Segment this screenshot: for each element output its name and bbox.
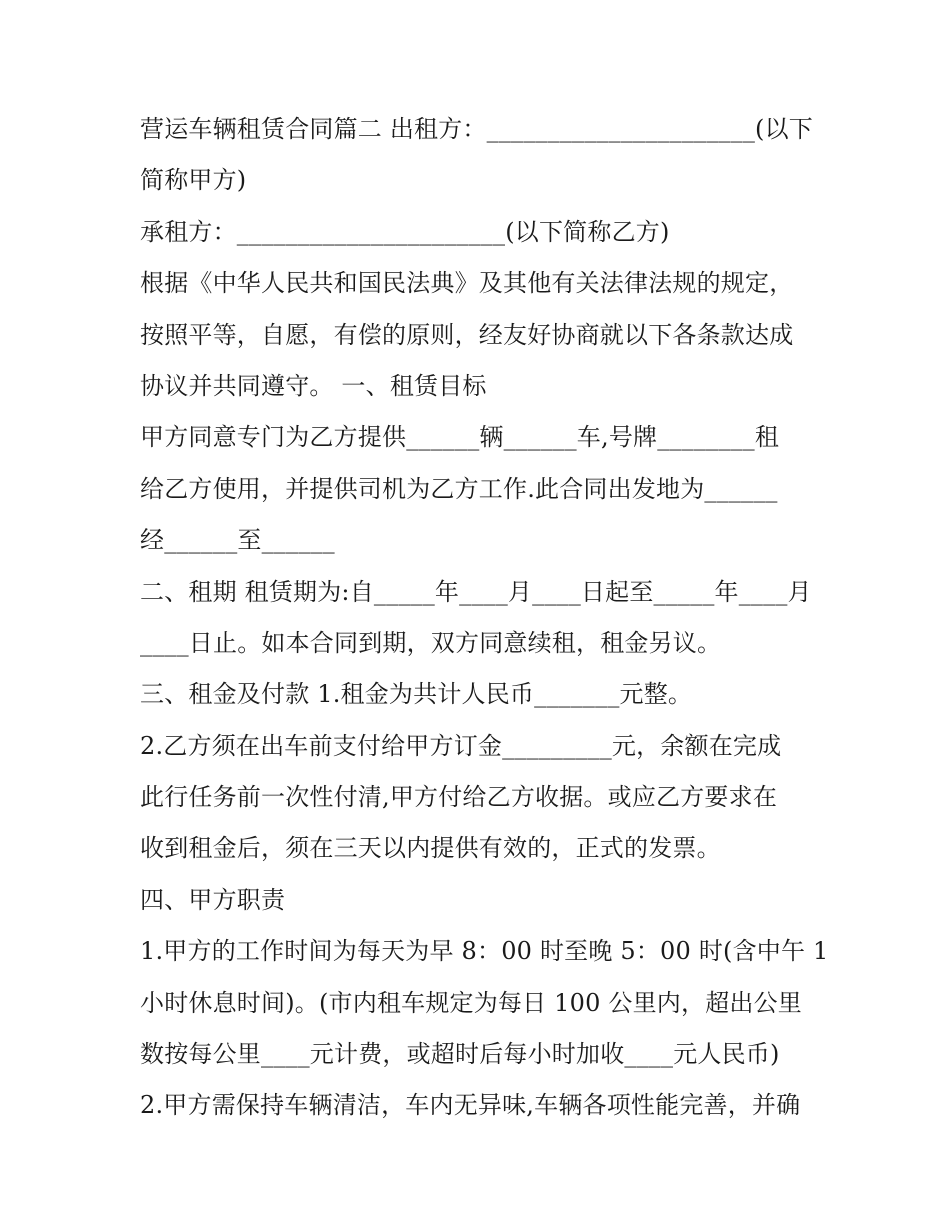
- text-line: 1.甲方的工作时间为每天为早 8：00 时至晚 5：00 时(含中午 1: [140, 937, 829, 966]
- text-line: 协议并共同遵守。 一、租赁目标: [140, 371, 487, 400]
- text-line: 四、甲方职责: [140, 885, 286, 914]
- text-line: 此行任务前一次性付清,甲方付给乙方收据。或应乙方要求在: [140, 783, 778, 812]
- text-line: 承租方：______________________(以下简称乙方): [140, 217, 670, 246]
- text-line: 经______至______: [140, 526, 335, 555]
- contract-body: [140, 104, 829, 1132]
- text-line: 小时休息时间)。(市内租车规定为每日 100 公里内，超出公里: [140, 988, 802, 1017]
- text-line: 2.甲方需保持车辆清洁，车内无异味,车辆各项性能完善，并确: [140, 1091, 801, 1120]
- text-line: 二、租期 租赁期为:自_____年____月____日起至_____年____月: [140, 577, 812, 606]
- text-line: 给乙方使用，并提供司机为乙方工作.此合同出发地为______: [140, 474, 778, 503]
- text-line: 2.乙方须在出车前支付给甲方订金_________元，余额在完成: [140, 731, 782, 760]
- text-line: ____日止。如本合同到期，双方同意续租，租金另议。: [140, 628, 722, 657]
- text-line: 简称甲方): [140, 166, 247, 195]
- text-line: 根据《中华人民共和国民法典》及其他有关法律法规的规定，: [140, 269, 794, 298]
- text-line: 收到租金后，须在三天以内提供有效的，正式的发票。: [140, 834, 721, 863]
- text-line: 营运车辆租赁合同篇二 出租方：______________________(以下: [140, 115, 813, 143]
- text-line: 甲方同意专门为乙方提供______辆______车,号牌________租: [140, 423, 780, 452]
- text-line: 三、租金及付款 1.租金为共计人民币_______元整。: [140, 680, 693, 709]
- text-line: 按照平等，自愿，有偿的原则，经友好协商就以下各条款达成: [140, 320, 794, 349]
- text-line: 数按每公里____元计费，或超时后每小时加收____元人民币): [140, 1040, 780, 1069]
